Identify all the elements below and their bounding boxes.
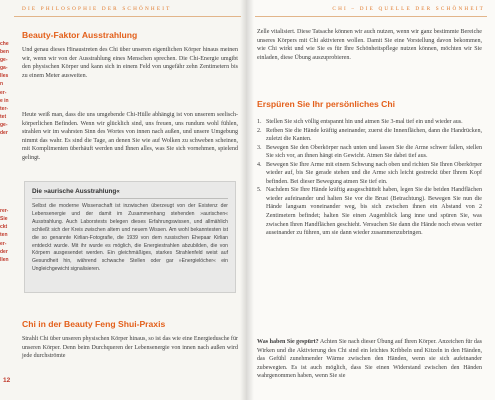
margin-line: ten [0, 232, 8, 239]
adjacent-page-margin-text [0, 40, 11, 264]
margin-line: er- [0, 89, 7, 96]
running-head-left: DIE PHILOSOPHIE DER SCHÖNHEIT [22, 6, 172, 12]
margin-line: ge- [0, 121, 8, 128]
closing-text: Achten Sie nach dieser Übung auf Ihren Körper. Anzeichen für das Wirken und die Aktivierung des Chi sind ein leichtes Kribbeln und Kitzeln in den Händen, das Gefühl zunehmender Wärme zwischen den Händen, wenn sie sich aufeinander zubewegten. Es ist auch möglich, dass Sie einen Widerstand zwischen den Händen wahrgenommen haben, wenn Sie sie [257, 339, 482, 380]
paragraph: Zelle vitalisiert. Diese Tatsache können wir auch nutzen, wenn wir ganz bestimmte Bereiche unseres Körpers mit Chi aktivieren wollen. Damit Sie eine Vorstellung davon bekommen, wie Chi wirkt und wie Sie es für Ihre Schönheitspflege nutzen können, möchten wir Sie einladen, diese Übung auszuprobieren. [257, 29, 482, 61]
step-text: Reiben Sie die Hände kräftig aneinander, zuerst die Innenflächen, dann die Handrücken, zuletzt die Kanten. [266, 127, 482, 143]
step-number: 1. [257, 119, 262, 125]
header-rule-right [255, 16, 487, 17]
margin-line: n [0, 81, 4, 88]
section-heading-feng-shui: Chi in der Beauty Feng Shui-Praxis [22, 319, 166, 329]
info-box-divider [32, 198, 228, 199]
closing-paragraph [257, 338, 482, 381]
margin-line: che [0, 41, 9, 47]
margin-line: ga- [0, 65, 8, 72]
section-heading-ausstrahlung: Beauty-Faktor Ausstrahlung [22, 30, 138, 40]
margin-line: rer- [0, 208, 9, 215]
question-label: Was haben Sie gespürt? [257, 339, 319, 345]
exercise-step [257, 127, 482, 144]
step-text: Bewegen Sie Ihre Arme mit einem Schwung nach oben und richten Sie Ihren Oberkörper wieder auf, bis Sie gerade stehen und die Arme sich leicht gestreckt über Ihrem Kopf befinden. Bei dieser Bewegung atmen Sie tief ein. [266, 161, 482, 185]
exercise-step [257, 144, 482, 161]
margin-line: ter- [0, 105, 9, 112]
margin-line: lles [0, 73, 9, 80]
paragraph: Und genau dieses Hinaustreten des Chi über unseren eigentlichen Körper hinaus meinen wir, wenn wir von der Ausstrahlung eines Menschen sprechen. Die Chi-Energie umgibt den physischen Körper und kann sich in einem Feld von ungefähr zehn Zentimetern bis zu einem Meter ausweiten. [22, 47, 238, 79]
header-rule-left [14, 16, 241, 17]
step-number: 3. [257, 144, 262, 151]
step-number: 2. [257, 127, 262, 134]
left-page [0, 0, 247, 400]
margin-line: llen [0, 256, 9, 263]
exercise-steps [257, 118, 482, 238]
section-heading-chi-exercise: Erspüren Sie Ihr persönliches Chi [257, 99, 396, 109]
exercise-step [257, 118, 482, 127]
step-text: Nachdem Sie Ihre Hände kräftig ausgeschüttelt haben, legen Sie die beiden Handflächen wieder aufeinander und halten Sie vor die Brust (Betrachtung). Bewegen Sie nun die Hände langsam voneinander weg, bis sich zwischen ihnen ein Abstand von 2 Zentimetern befindet; halten Sie einen Augenblick lang inne und spüren Sie, was zwischen Ihren Handflächen geschieht. Versuchen Sie dann die Hände noch etwas weiter auseinander zu führen, um sie dann wieder zusammenzubringen. [266, 187, 482, 237]
paragraph: Strahlt Chi über unseren physischen Körper hinaus, so ist das wie eine Energiedusche für unseren Körper. Denn beim Durchqueren der Lebensenergie von innen nach außen wird jede durchströmte [22, 336, 238, 360]
margin-line: tet [0, 113, 7, 120]
step-text: Stellen Sie sich völlig entspannt hin und atmen Sie 3-mal tief ein und wieder aus. [266, 119, 463, 125]
margin-line: der [0, 130, 8, 137]
right-page [247, 0, 495, 400]
page-number: 12 [3, 377, 11, 384]
step-text: Bewegen Sie den Oberkörper nach unten und lassen Sie die Arme schwer fallen, stellen Sie sich vor, an ihnen hängt ein Gewicht. Atmen Sie dabei tief aus. [266, 144, 482, 160]
running-head-right: CHI – DIE QUELLE DER SCHÖNHEIT [332, 6, 485, 12]
exercise-step [257, 161, 482, 187]
margin-line: e in [0, 97, 9, 104]
margin-line: ckt [0, 224, 8, 231]
info-box-title: Die »aurische Ausstrahlung« [32, 188, 120, 195]
margin-line: er- [0, 240, 7, 247]
info-box-text: Selbst die moderne Wissenschaft ist inzwischen überzeugt von der Existenz der Lebensenergie und der damit im Zusammenhang stehenden »aurischen« Ausstrahlung. Auch Laborstests belegen dieses Erfahrungswissen, und allmählich schließt sich der Kreis zwischen altem und neuem Wissen. Am wohl bekanntesten ist die so genannte Kirlian-Fotografie, die 1939 von dem russischen Ehepaar Kirlian entdeckt wurde. Mit ihr wurde es möglich, die Energiestrahlen abzubilden, die von Körpern ausgesendet werden. Ein gleichmäßiges, starkes Strahlenfeld weist auf Gesundheit hin, während schwache Stellen oder gar »Energielöcher« ein Ungleichgewicht signalisieren. [32, 203, 228, 273]
step-number: 5. [257, 187, 262, 194]
margin-line: der [0, 248, 8, 255]
step-number: 4. [257, 161, 262, 168]
paragraph: Heute weiß man, dass die uns umgebende Chi-Hülle abhängig ist von unserem seelisch-körperlichen Befinden. Wenn wir glücklich sind, uns freuen, uns rundum wohl fühlen, strahlen wir im wahrsten Sinn des Wortes von innen nach außen, und unsere Umgebung nimmt das wahr. Es sind die Tage, an denen Sie wie auf Wolken zu schweben scheinen, mit Komplimenten überhäuft werden und Ihnen alles, was Sie sich vornehmen, spielend gelingt. [22, 112, 238, 161]
margin-line: ben [0, 49, 9, 56]
info-box [24, 181, 236, 293]
exercise-step [257, 186, 482, 237]
margin-line: ge- [0, 57, 8, 64]
margin-line: Sie [0, 216, 8, 223]
